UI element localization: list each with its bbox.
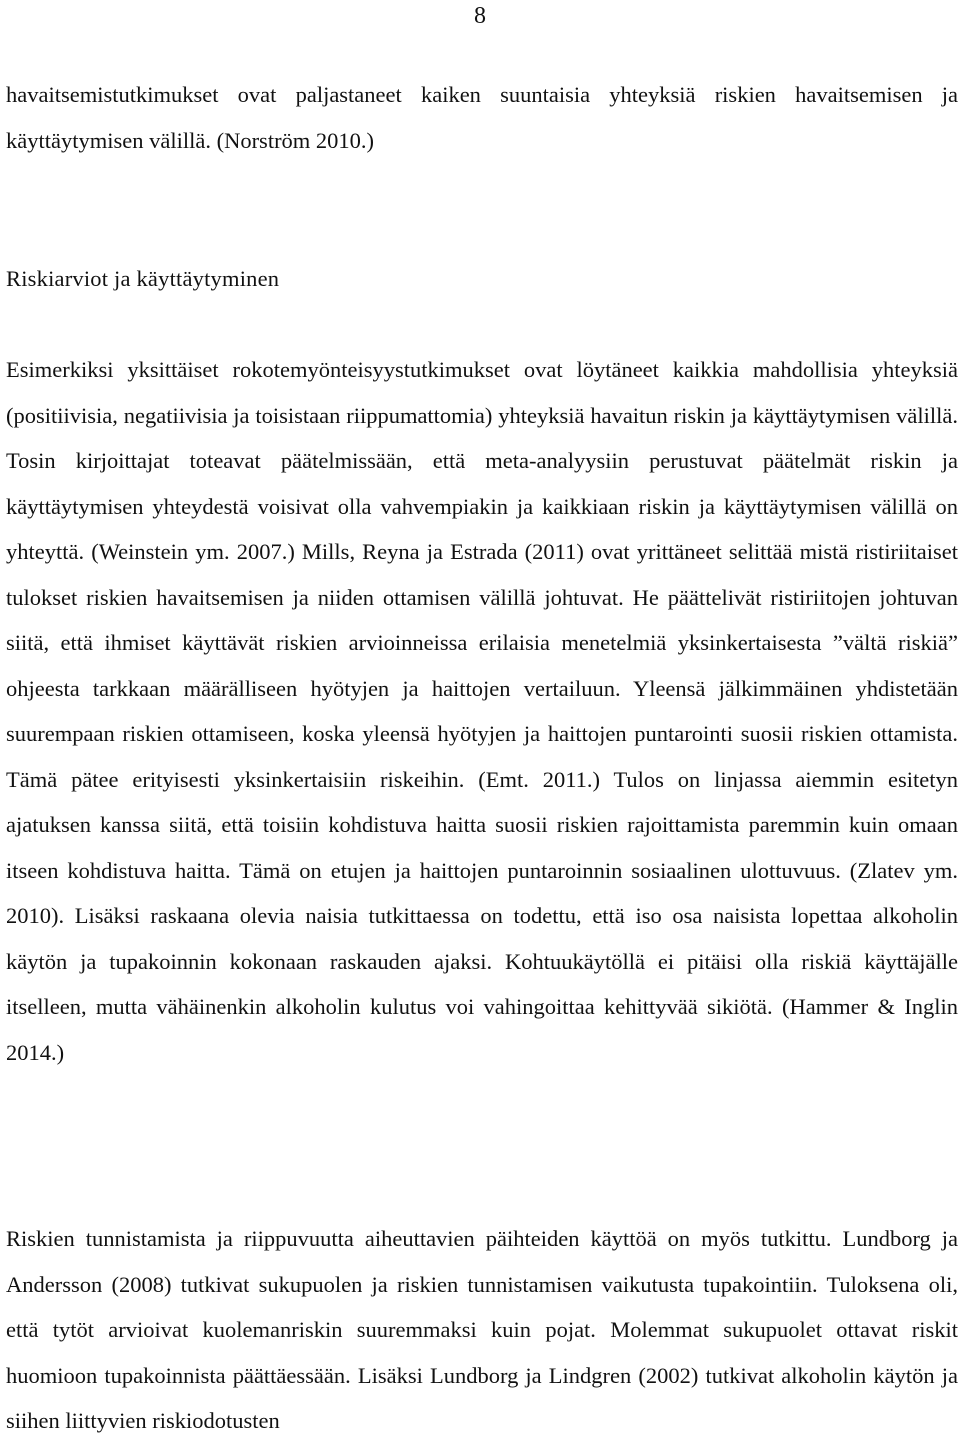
page-number: 8: [474, 3, 486, 29]
paragraph-closing: Riskien tunnistamista ja riippuvuutta aiheuttavien päihteiden käyttöä on myös tutkittu. Lundborg ja Andersson (2008) tutkivat sukupuolen ja riskien tunnistamisen vaikutusta tupakointiin. Tuloksena oli, että tytöt arvioivat kuolemanriskin suuremmaksi kuin pojat. Molemmat sukupuolet ottavat riskit huomioon tupakoinnista päättäessään. Lisäksi Lundborg ja Lindgren (2002) tutkivat alkoholin käytön ja siihen liittyvien riskiodotusten: [6, 1226, 958, 1433]
section-heading: Riskiarviot ja käyttäytyminen: [6, 266, 280, 291]
paragraph-main: Esimerkiksi yksittäiset rokotemyönteisyystutkimukset ovat löytäneet kaikkia mahdollisia yhteyksiä (positiivisia, negatiivisia ja toisistaan riippumattomia) yhteyksiä havaitun riskin ja käyttäytymisen välillä. Tosin kirjoittajat toteavat päätelmissään, että meta-analyysiin perustuvat päätelmät riskin ja käyttäytymisen yhteydestä voisivat olla vahvempiakin ja kaikkiaan riskin ja käyttäytymisen välillä on yhteyttä. (Weinstein ym. 2007.) Mills, Reyna ja Estrada (2011) ovat yrittäneet selittää mistä ristiriitaiset tulokset riskien havaitsemisen ja niiden ottamisen välillä johtuvat. He päättelivät ristiriitojen johtuvan siitä, että ihmiset käyttävät riskien arvioinneissa erilaisia menetelmiä yksinkertaisesta ”vältä riskiä” ohjeesta tarkkaan määrälliseen hyötyjen ja haittojen vertailuun. Yleensä jälkimmäinen yhdistetään suurempaan riskien ottamiseen, koska yleensä hyötyjen ja haittojen puntarointi suosii riskien ottamista. Tämä pätee erityisesti yksinkertaisiin riskeihin. (Emt. 2011.) Tulos on linjassa aiemmin esitetyn ajatuksen kanssa siitä, että toisiin kohdistuva haitta suosii riskien rajoittamista paremmin kuin omaan itseen kohdistuva haitta. Tämä on etujen ja haittojen puntaroinnin sosiaalinen ulottuvuus. (Zlatev ym. 2010). Lisäksi raskaana olevia naisia tutkittaessa on todettu, että iso osa naisista lopettaa alkoholin käytön ja tupakoinnin kokonaan raskauden ajaksi. Kohtuukäytöllä ei pitäisi olla riskiä käyttäjälle itselleen, mutta vähäinenkin alkoholin kulutus voi vahingoittaa kehittyvää sikiötä. (Hammer & Inglin 2014.): [6, 357, 958, 1065]
paragraph-intro: havaitsemistutkimukset ovat paljastaneet kaiken suuntaisia yhteyksiä riskien havaitsemisen ja käyttäytymisen välillä. (Norström 2010.): [6, 82, 958, 153]
